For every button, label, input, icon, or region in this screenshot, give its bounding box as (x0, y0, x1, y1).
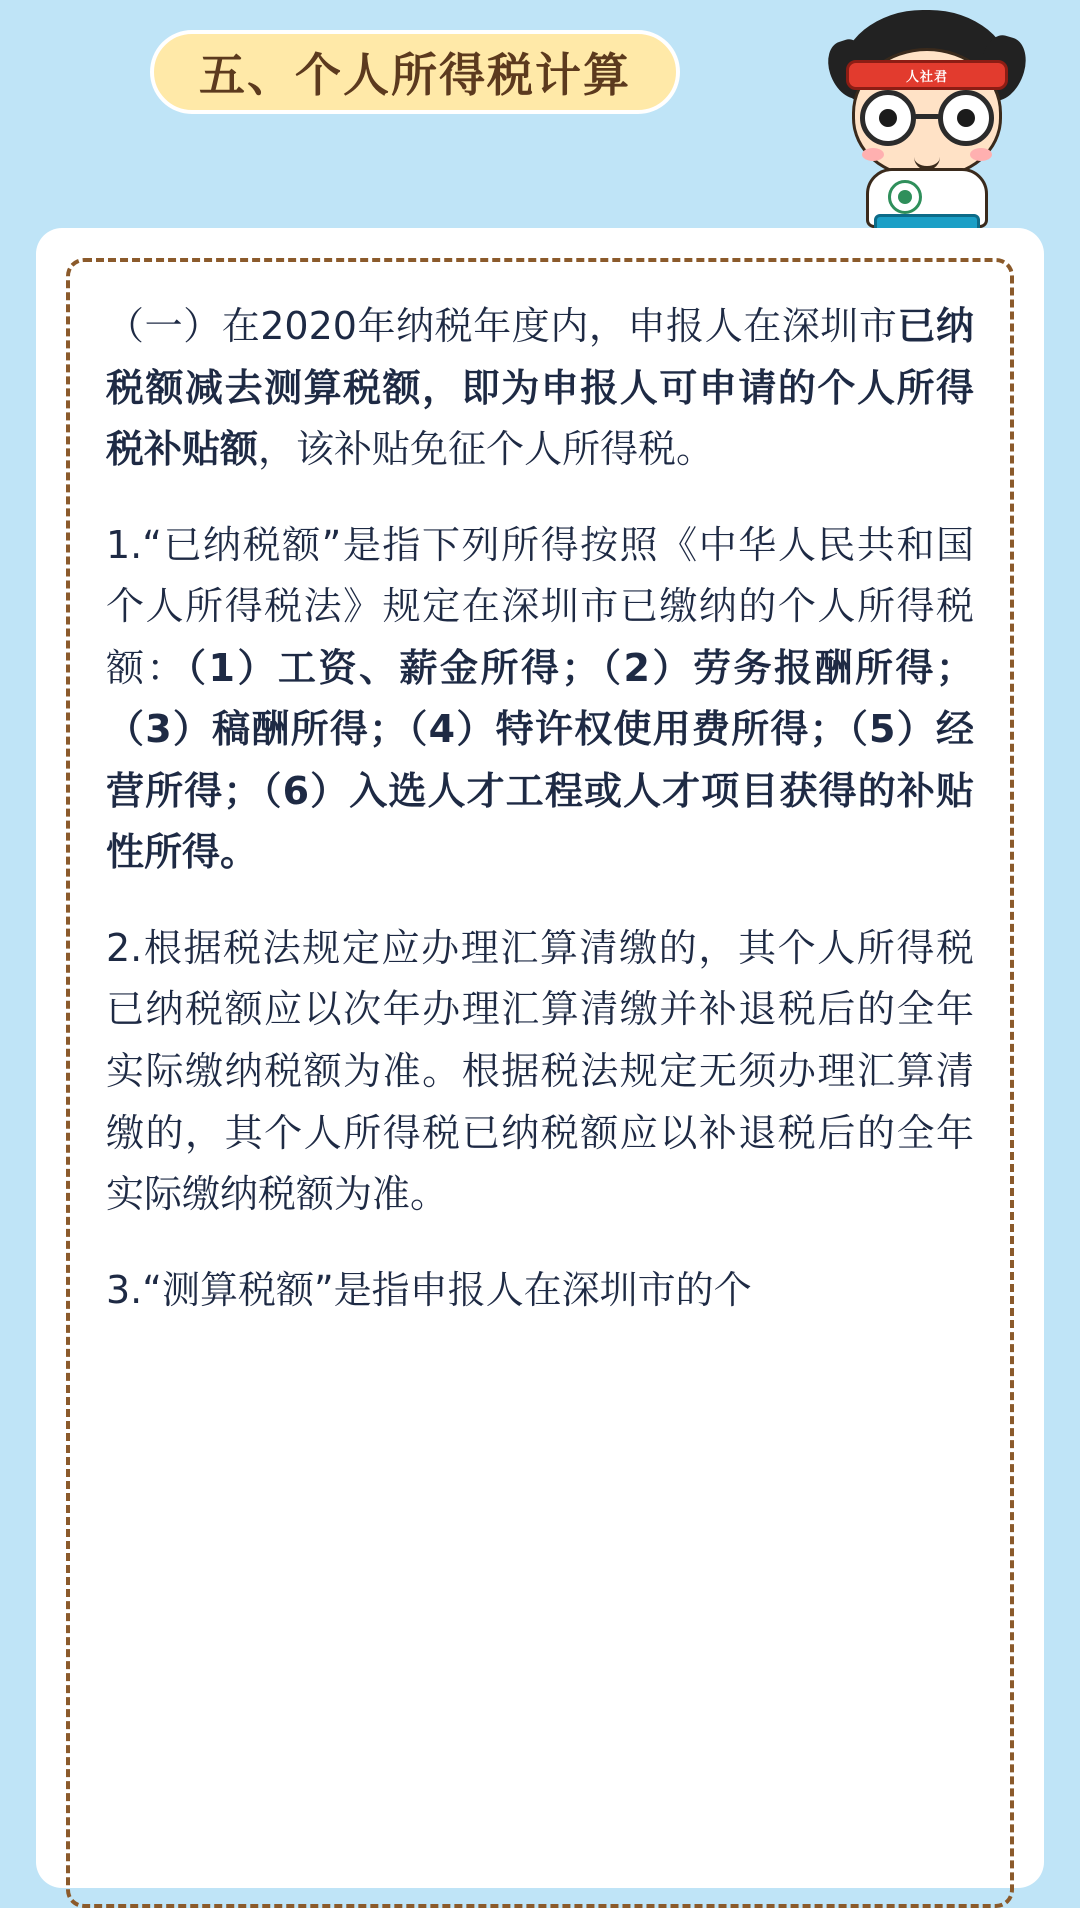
mascot-lens-right (938, 90, 994, 146)
mascot-cheek-right (970, 148, 992, 161)
text-run: 1.“已纳税额”是指下列所得按照《中华人民共和国个人所得税法》规定在深圳市已缴纳的个人所得税额： (106, 522, 974, 690)
paragraph-p1 (106, 296, 974, 481)
mascot-headband-label: 人社君 (905, 69, 948, 85)
paragraph-p2 (106, 515, 974, 884)
text-run: 已纳税额减去测算税额，即为申报人可申请的个人所得税补贴额 (106, 304, 974, 472)
mascot-headband (846, 60, 1008, 90)
page-title: 五、个人所得税计算 (199, 48, 631, 102)
mascot-cheek-left (862, 148, 884, 161)
text-run: ，该补贴免征个人所得税。 (258, 427, 715, 472)
mascot-illustration (822, 8, 1032, 248)
text-run: 2.根据税法规定应办理汇算清缴的，其个人所得税已纳税额应以次年办理汇算清缴并补退税后的全年实际缴纳税额为准。根据税法规定无须办理汇算清缴的，其个人所得税已纳税额应以补退税后的全年实际缴纳税额为准。 (106, 925, 974, 1217)
text-run: （1）工资、薪金所得；（2）劳务报酬所得；（3）稿酬所得；（4）特许权使用费所得；（5）经营所得；（6）入选人才工程或人才项目获得的补贴性所得。 (106, 645, 974, 875)
dashed-frame (66, 258, 1014, 1908)
mascot-glasses-bridge (914, 114, 940, 119)
article-body (70, 262, 1010, 1321)
page-header (0, 0, 1080, 230)
text-run: （一）在2020年纳税年度内，申报人在深圳市 (106, 304, 898, 348)
page-title-pill (150, 30, 680, 114)
paragraph-p3 (106, 918, 974, 1226)
mascot-glasses-icon (852, 90, 1002, 148)
text-run: 3.“测算税额”是指申报人在深圳市的个 (106, 1267, 752, 1312)
content-card (36, 228, 1044, 1888)
mascot-pupil-right (957, 109, 975, 127)
mascot-badge-icon (888, 180, 922, 214)
mascot-pupil-left (879, 109, 897, 127)
mascot-lens-left (860, 90, 916, 146)
paragraph-p4 (106, 1260, 974, 1322)
